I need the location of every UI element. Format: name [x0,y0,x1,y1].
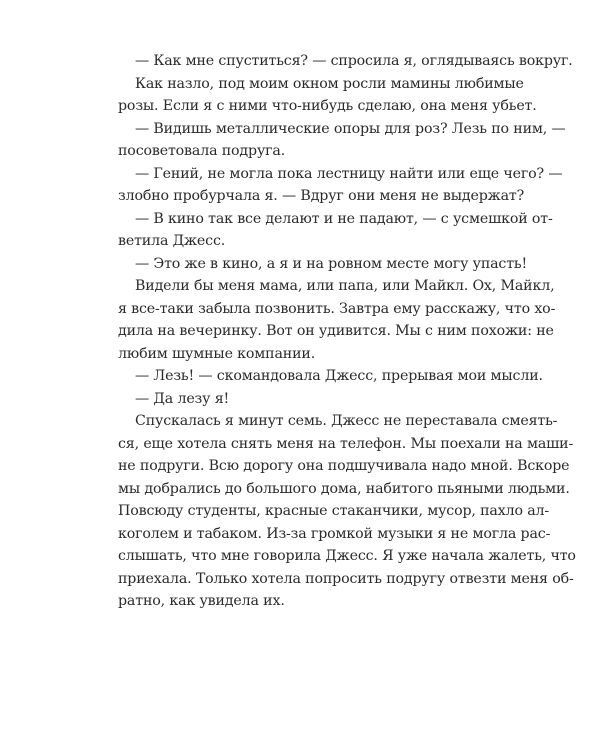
text-line: не подруги. Всю дорогу она подшучивала надо мной. Вскоре [118,458,570,474]
text-line: я все-таки забыла позвонить. Завтра ему расскажу, что хо- [118,300,556,317]
text-line: Как назло, под моим окном росли мамины любимые [135,75,524,92]
text-line: — Лезь! — скомандовала Джесс, прерывая мои мысли. [135,368,543,384]
text-line: — Видишь металлические опоры для роз? Лезь по ним, — [135,120,566,137]
text-line: любим шумные компании. [118,345,316,362]
text-line: ветила Джесс. [118,233,226,249]
text-line: — Это же в кино, а я и на ровном месте могу упасть! [135,255,528,272]
text-line: посоветовала подруга. [118,143,286,159]
text-line: — В кино так все делают и не падают, — с усмешкой от- [135,210,553,227]
text-line: — Как мне спуститься? — спросила я, оглядываясь вокруг. [135,53,573,69]
text-line: Повсюду студенты, красные стаканчики, мусор, пахло ал- [118,503,550,519]
text-line: приехала. Только хотела попросить подругу отвезти меня об- [118,570,574,587]
text-line: мы добрались до большого дома, набитого пьяными людьми. [118,480,570,497]
text-line: злобно пробурчала я. — Вдруг они меня не выдержат? [118,188,525,204]
text-line: — Гений, не могла пока лестницу найти или еще чего? — [135,165,563,182]
page-text [118,50,576,613]
text-line: — Да лезу я! [135,390,230,407]
text-line: слышать, что мне говорила Джесс. Я уже начала жалеть, что [118,548,576,564]
text-line: дила на вечеринку. Вот он удивится. Мы с ним похожи: не [118,323,554,339]
text-line: ратно, как увидела их. [118,593,285,609]
text-line: розы. Если я с ними что-нибудь сделаю, она меня убьет. [118,98,537,114]
text-line: коголем и табаком. Из-за громкой музыки я не могла рас- [118,525,551,542]
text-line: ся, еще хотела снять меня на телефон. Мы поехали на маши- [118,435,574,452]
text-line: Видели бы меня мама, или папа, или Майкл. Ох, Майкл, [135,278,555,294]
text-line: Спускалась я минут семь. Джесс не переставала смеять- [135,413,558,429]
